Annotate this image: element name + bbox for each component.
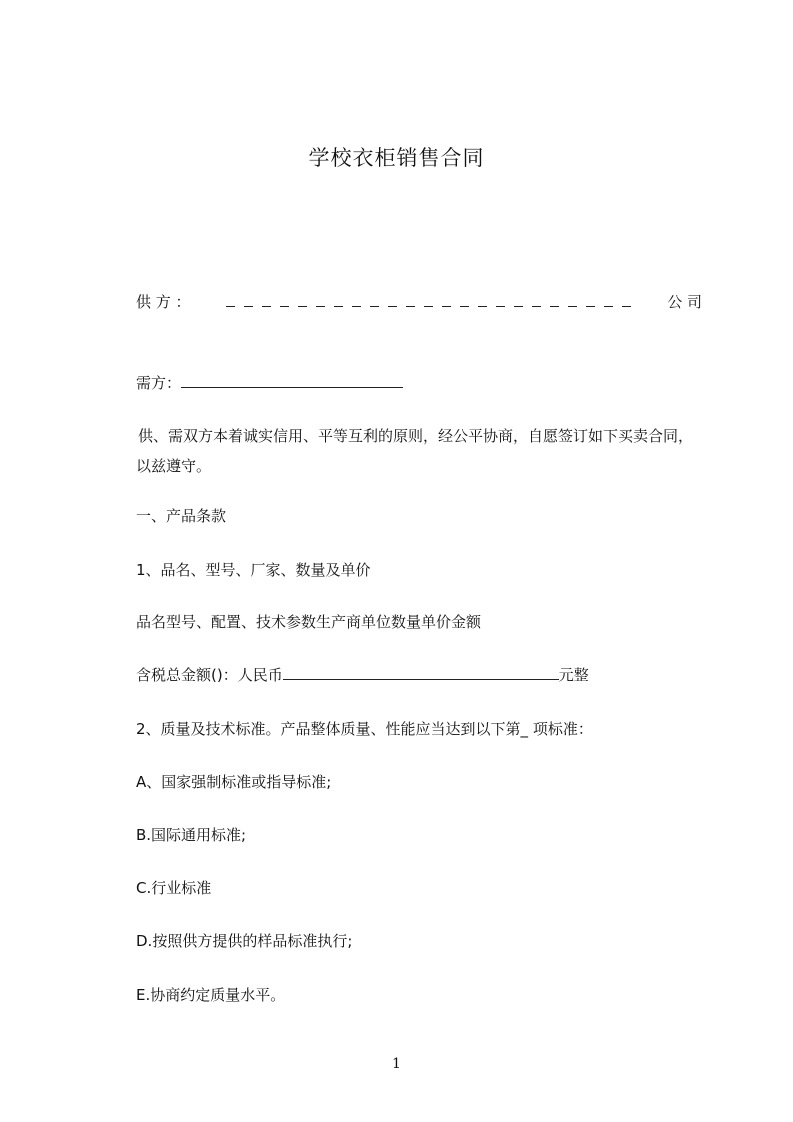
intro-paragraph: 供、需双方本着诚实信用、平等互利的原则，经公平协商，自愿签订如下买卖合同，以兹遵守。 — [136, 427, 694, 475]
option-a: A、国家强制标准或指导标准; — [136, 773, 332, 791]
option-b: B.国际通用标准; — [136, 826, 247, 844]
supplier-suffix: 公 司 — [667, 293, 702, 311]
document-title: 学校衣柜销售合同 — [308, 146, 485, 170]
total-suffix: 元整 — [558, 666, 589, 684]
section-1-heading: 一、产品条款 — [136, 507, 227, 525]
page-number: 1 — [392, 1056, 401, 1072]
total-blank — [283, 665, 559, 680]
supplier-line — [136, 291, 702, 312]
table-header-line: 品名型号、配置、技术参数生产商单位数量单价金额 — [136, 613, 482, 631]
buyer-label: 需方： — [136, 374, 182, 392]
option-c: C.行业标准 — [136, 879, 212, 897]
item-1: 1、品名、型号、厂家、数量及单价 — [136, 561, 371, 579]
item-2: 2、质量及技术标准。产品整体质量、性能应当达到以下第_ 项标准： — [136, 720, 593, 738]
supplier-label: 供 方 ： — [136, 293, 191, 311]
option-d: D.按照供方提供的样品标准执行; — [136, 932, 353, 950]
total-label: 含税总金额()：人民币 — [136, 666, 283, 684]
buyer-line — [136, 372, 403, 393]
option-e: E.协商约定质量水平。 — [136, 986, 286, 1004]
supplier-blank — [226, 292, 631, 307]
buyer-blank — [181, 373, 403, 388]
total-amount-line — [136, 664, 589, 685]
